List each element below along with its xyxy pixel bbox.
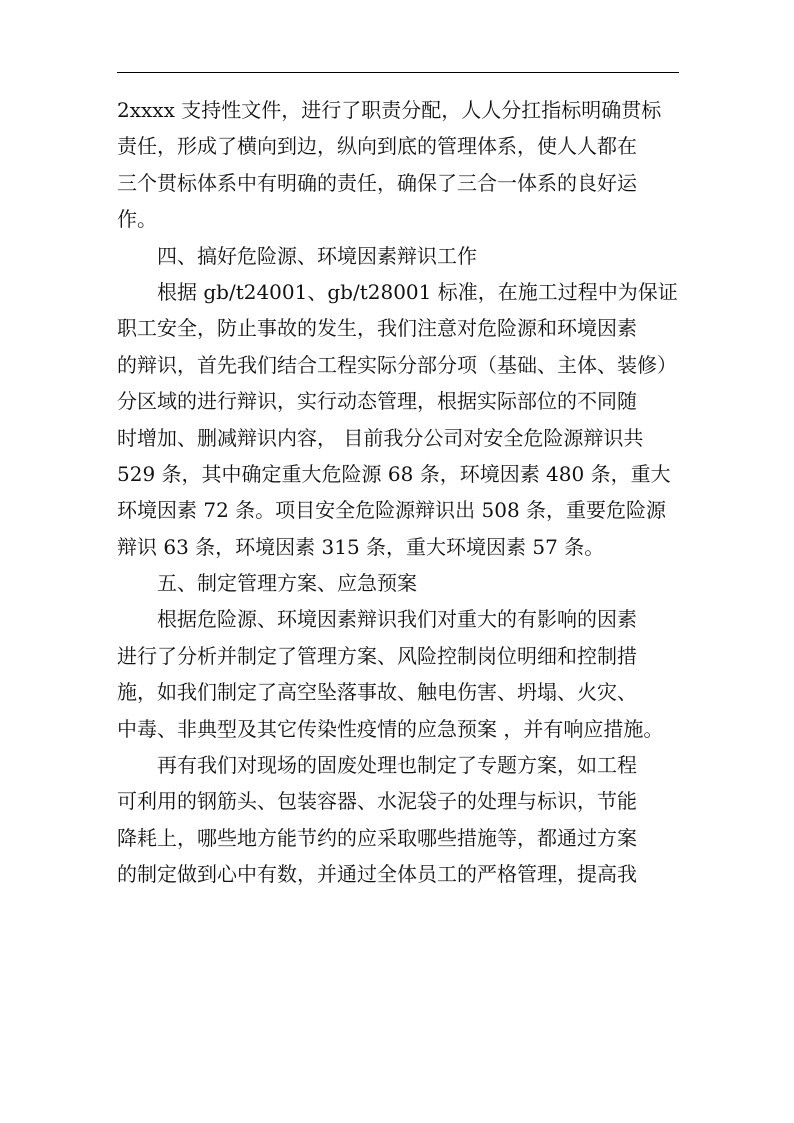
text-line: 再有我们对现场的固废处理也制定了专题方案，如工程 — [157, 753, 637, 778]
text-line: 时增加、删减辩识内容， 目前我分公司对安全危险源辩识共 — [117, 425, 644, 450]
text-line: 施，如我们制定了高空坠落事故、触电伤害、坍塌、火灾、 — [117, 680, 637, 705]
text-line: 根据 gb/t24001、gb/t28001 标准，在施工过程中为保证 — [157, 279, 678, 304]
text-line: 根据危险源、环境因素辩识我们对重大的有影响的因素 — [157, 607, 637, 632]
text-line: 降耗上，哪些地方能节约的应采取哪些措施等，都通过方案 — [117, 825, 637, 850]
text-line: 职工安全，防止事故的发生，我们注意对危险源和环境因素 — [117, 316, 637, 341]
text-line: 辩识 63 条，环境因素 315 条，重大环境因素 57 条。 — [117, 534, 605, 559]
header-rule — [117, 72, 679, 73]
text-line: 529 条，其中确定重大危险源 68 条，环境因素 480 条，重大 — [117, 461, 671, 486]
text-line: 进行了分析并制定了管理方案、风险控制岗位明细和控制措 — [117, 643, 637, 668]
text-line: 责任，形成了横向到边，纵向到底的管理体系，使人人都在 — [117, 134, 637, 159]
section-heading: 五、制定管理方案、应急预案 — [157, 571, 417, 596]
text-line: 作。 — [117, 207, 157, 232]
text-line: 中毒、非典型及其它传染性疫情的应急预案 ，并有响应措施。 — [117, 716, 664, 741]
section-heading: 四、搞好危险源、环境因素辩识工作 — [157, 243, 477, 268]
text-line: 环境因素 72 条。项目安全危险源辩识出 508 条，重要危险源 — [117, 498, 667, 523]
text-line: 分区域的进行辩识，实行动态管理，根据实际部位的不同随 — [117, 389, 637, 414]
text-line: 三个贯标体系中有明确的责任，确保了三合一体系的良好运 — [117, 170, 637, 195]
text-line: 可利用的钢筋头、包装容器、水泥袋子的处理与标识，节能 — [117, 789, 637, 814]
document-body — [117, 92, 682, 893]
text-line: 的制定做到心中有数，并通过全体员工的严格管理，提高我 — [117, 862, 637, 887]
text-line: 的辩识，首先我们结合工程实际分部分项（基础、主体、装修） — [117, 352, 677, 377]
text-line: 2xxxx 支持性文件，进行了职责分配，人人分扛指标明确贯标 — [117, 98, 662, 122]
